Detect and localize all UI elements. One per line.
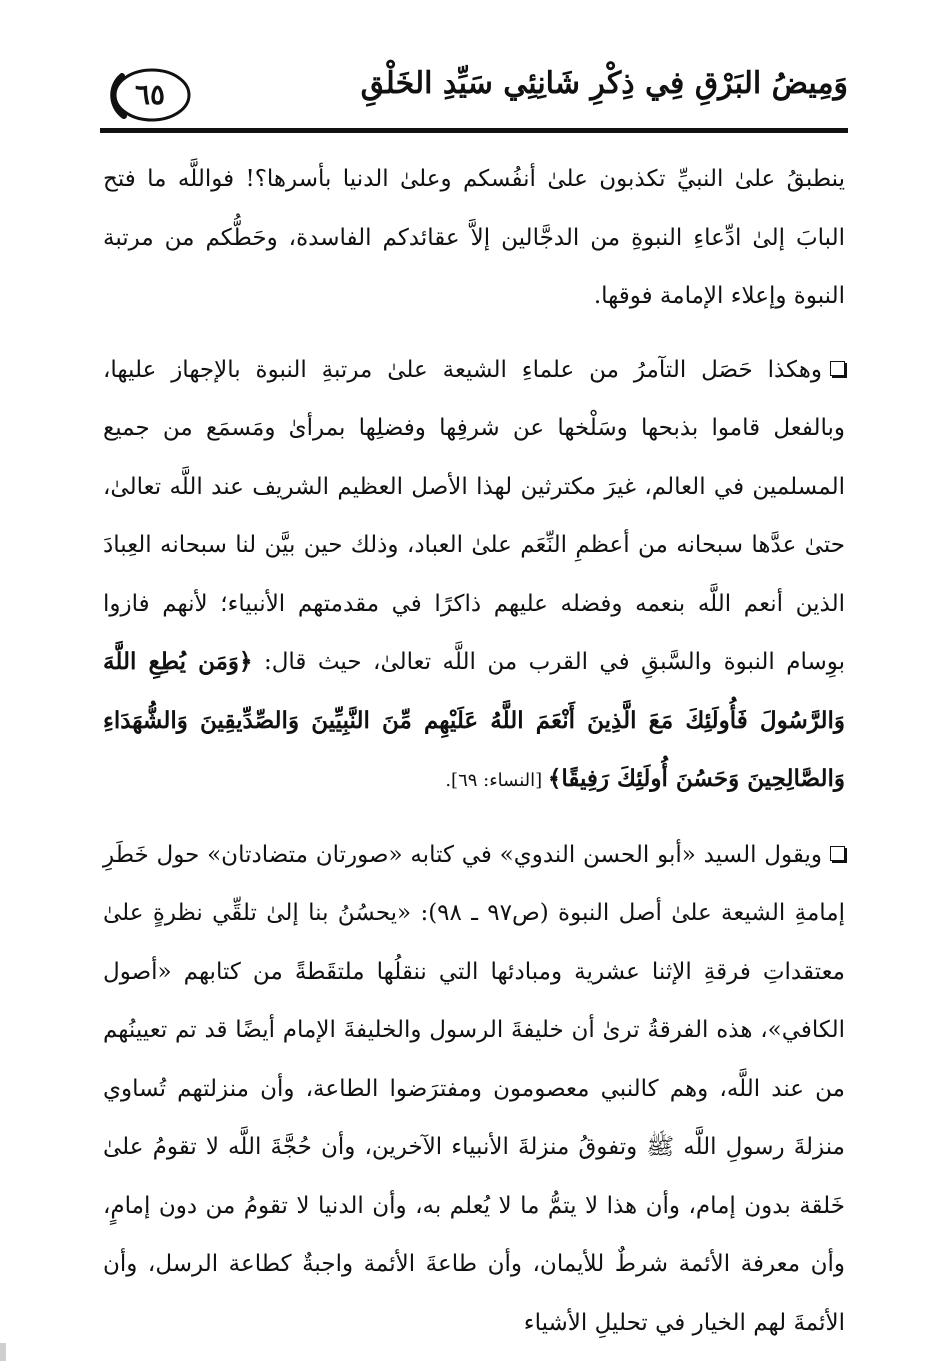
scan-edge-mark (0, 1343, 6, 1361)
paragraph-text: وهكذا حَصَل التآمرُ من علماءِ الشيعة علىٰ مرتبةِ النبوة بالإجهاز عليها، وبالفعل قاموا بذبحها وسَلْخها عن شرفِها وفضلِها بمرأىٰ ومَسمَع من جميع المسلمين في العالم، غيرَ مكترثين لهذا الأصل العظيم الشريف عند اللَّه تعالىٰ، حتىٰ عدَّها سبحانه من أعظمِ النِّعَم علىٰ العباد، وذلك حين بيَّن لنا سبحانه العِبادَ الذين أنعم اللَّه بنعمه وفضله عليهم ذاكرًا في مقدمتهم الأنبياء؛ لأنهم فازوا بوِسام النبوة والسَّبقِ في القرب من اللَّه تعالىٰ، حيث قال: (103, 356, 846, 675)
paragraph-2 (103, 341, 845, 811)
body-text (103, 150, 845, 1352)
paragraph-marker-icon (830, 361, 845, 376)
quran-verse: ﴿وَمَن يُطِعِ اللَّهَ وَالرَّسُولَ فَأُولَئِكَ مَعَ الَّذِينَ أَنْعَمَ اللَّهُ عَلَيْهِم مِّنَ النَّبِيِّينَ وَالصِّدِّيقِينَ وَالشُّهَدَاءِ وَالصَّالِحِينَ وَحَسُنَ أُولَئِكَ رَفِيقًا﴾ (103, 648, 845, 792)
paragraph-3 (103, 826, 845, 1353)
page-number: ٦٥ (134, 77, 166, 111)
page-number-badge (108, 64, 192, 124)
paragraph-1 (103, 150, 845, 326)
header-rule (100, 128, 848, 133)
page-header (100, 58, 848, 133)
running-title: وَمِيضُ البَرْقِ فِي ذِكْرِ شَانِئِي سَيِّدِ الخَلْقِ (360, 66, 848, 101)
paragraph-text: ويقول السيد «أبو الحسن الندوي» في كتابه «صورتان متضادتان» حول خَطَرِ إمامةِ الشيعة علىٰ أصل النبوة (ص٩٧ ـ ٩٨): «يحسُنُ بنا إلىٰ تلقِّي نظرةٍ علىٰ معتقداتِ فرقةِ الإثنا عشرية ومبادئها التي ننقلُها ملتقَطةً من كتابهم «أصول الكافي»، هذه الفرقةُ ترىٰ أن خليفةَ الرسول والخليفةَ الإمام أيضًا قد تم تعيينُهم من عند اللَّه، وهم كالنبي معصومون ومفترَضوا الطاعة، وأن منزلتهم تُساوي منزلةَ رسولِ اللَّه ﷺ وتفوقُ منزلةَ الأنبياء الآخرين، وأن حُجَّةَ اللَّه لا تقومُ علىٰ خَلقة بدون إمام، وأن هذا لا يتمُّ ما لا يُعلم به، وأن الدنيا لا تقومُ من دون إمامٍ، وأن معرفة الأئمة شرطٌ للأيمان، وأن طاعةَ الأئمة واجبةٌ كطاعة الرسل، وأن الأئمةَ لهم الخيار في تحليلِ الأشياء (103, 841, 845, 1336)
paragraph-text: ينطبقُ علىٰ النبيِّ تكذبون علىٰ أنفُسكم وعلىٰ الدنيا بأسرها؟! فواللَّه ما فتح البابَ إلىٰ ادِّعاءِ النبوةِ من الدجَّالين إلاَّ عقائدكم الفاسدة، وحَطُّكم من مرتبة النبوة وإعلاء الإمامة فوقها. (103, 166, 845, 309)
paragraph-marker-icon (830, 846, 845, 861)
verse-reference: [النساء: ٦٩]. (445, 770, 548, 791)
